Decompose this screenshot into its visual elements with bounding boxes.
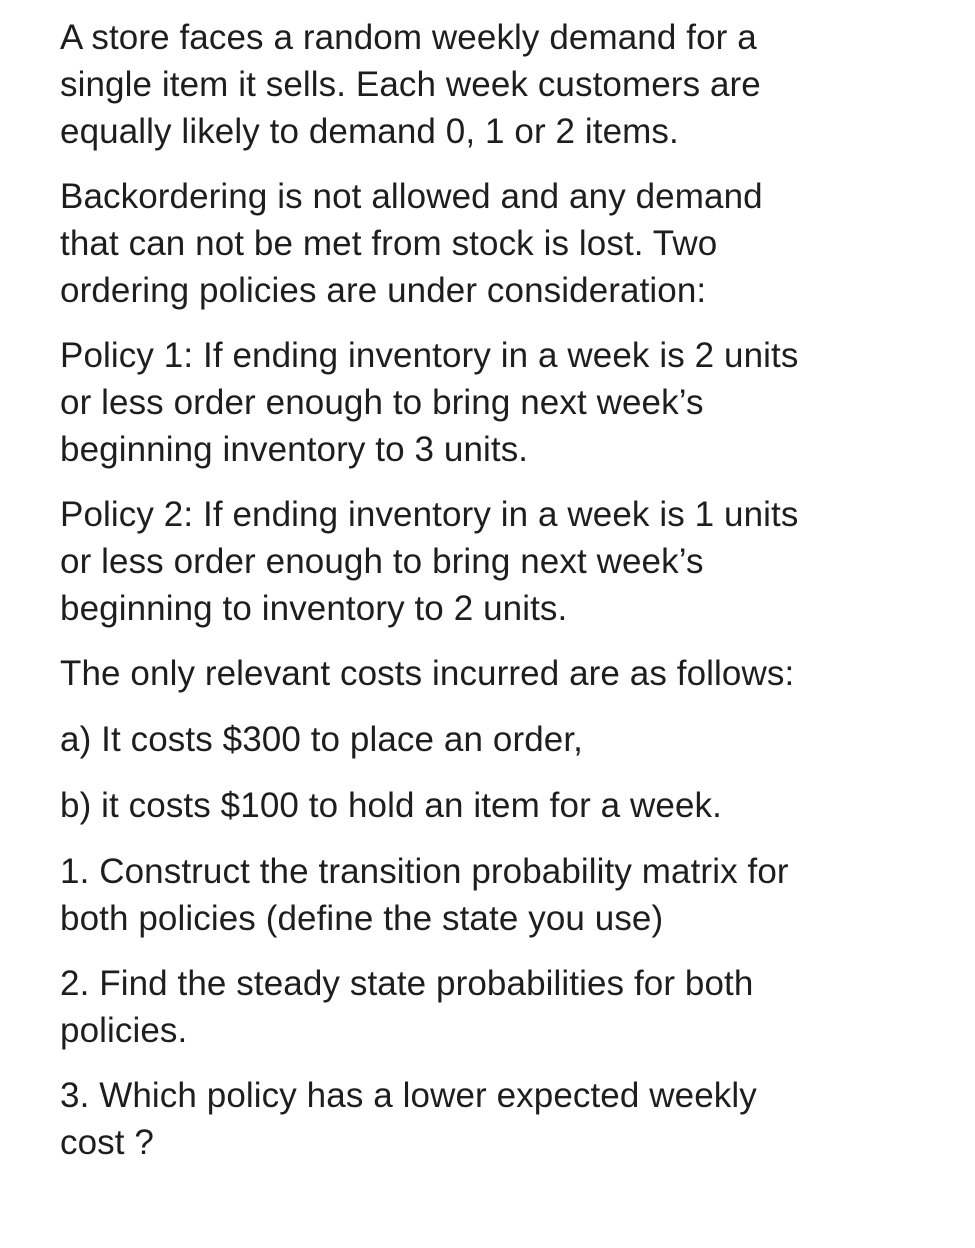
paragraph-policy-1 — [60, 332, 940, 473]
text-line: 1. Construct the transition probability matrix for — [60, 852, 789, 891]
paragraph-cost-b — [60, 782, 940, 829]
paragraph-backordering — [60, 173, 940, 314]
paragraph-cost-a — [60, 716, 940, 763]
text-line: both policies (define the state you use) — [60, 899, 664, 938]
text-line: Policy 2: If ending inventory in a week is 1 units — [60, 495, 799, 534]
paragraph-question-1 — [60, 848, 940, 942]
paragraph-costs-intro — [60, 650, 940, 697]
problem-text — [60, 14, 940, 1184]
text-line: equally likely to demand 0, 1 or 2 items. — [60, 112, 679, 151]
paragraph-question-3 — [60, 1072, 940, 1166]
text-line: or less order enough to bring next week’s — [60, 383, 704, 422]
paragraph-policy-2 — [60, 491, 940, 632]
paragraph-question-2 — [60, 960, 940, 1054]
text-line: ordering policies are under consideration: — [60, 271, 707, 310]
text-line: policies. — [60, 1011, 188, 1050]
text-line: cost ? — [60, 1123, 154, 1162]
paragraph-intro — [60, 14, 940, 155]
text-line: Backordering is not allowed and any demand — [60, 177, 763, 216]
text-line: Policy 1: If ending inventory in a week is 2 units — [60, 336, 799, 375]
text-line: The only relevant costs incurred are as follows: — [60, 654, 795, 693]
text-line: beginning inventory to 3 units. — [60, 430, 529, 469]
text-line: A store faces a random weekly demand for a — [60, 18, 757, 57]
text-line: or less order enough to bring next week’s — [60, 542, 704, 581]
text-line: 3. Which policy has a lower expected weekly — [60, 1076, 757, 1115]
text-line: b) it costs $100 to hold an item for a week. — [60, 786, 722, 825]
text-line: a) It costs $300 to place an order, — [60, 720, 583, 759]
text-line: single item it sells. Each week customers are — [60, 65, 761, 104]
text-line: 2. Find the steady state probabilities for both — [60, 964, 754, 1003]
text-line: that can not be met from stock is lost. Two — [60, 224, 718, 263]
text-line: beginning to inventory to 2 units. — [60, 589, 568, 628]
